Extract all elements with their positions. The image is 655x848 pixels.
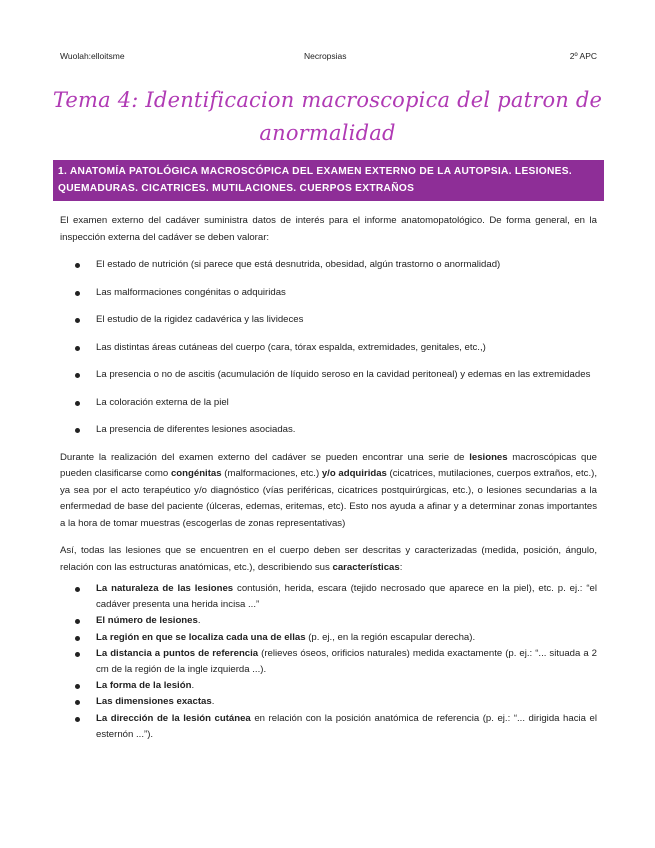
bullet-icon [75,263,80,268]
list-item: La distancia a puntos de referencia (relieves óseos, orificios naturales) medida exactamente (p. ej.: “... situada a 2 cm de la región de la ingle izquierda ...). [60,646,597,678]
list-item: La coloración externa de la piel [60,395,597,412]
lesiones-paragraph: Durante la realización del examen externo del cadáver se pueden encontrar una serie de lesiones macroscópicas que pueden clasificarse como congénitas (malformaciones, etc.) y/o adquiridas (cicatrices, mutilaciones, cuerpos extraños, etc.), ya sea por el acto terapéutico y/o diagnóstico (vías periféricas, cicatrices postquirúrgicas, etc.), o lesiones secundarias a la enfermedad de base del paciente (úlceras, edemas, eritemas, etc). Esto nos ayuda a afinar y a determinar zonas importantes a la hora de tomar muestras (escogerlas de zonas representativas) [60,451,597,529]
list-item: El estado de nutrición (si parece que está desnutrida, obesidad, algún trastorno o anormalidad) [60,257,597,274]
list-item: El número de lesiones. [60,613,597,629]
list-item: La naturaleza de las lesiones contusión, herida, escara (tejido necrosado que aparece en la piel), etc. p. ej.: “el cadáver presenta una herida incisa ...” [60,581,597,613]
caracteristicas-list [60,581,597,743]
list-item: La presencia de diferentes lesiones asociadas. [60,422,597,439]
bullet-icon [75,717,80,722]
header-subject: Necropsias [304,51,347,61]
caracteristicas-paragraph: Así, todas las lesiones que se encuentren en el cuerpo deben ser descritas y caracterizadas (medida, posición, ángulo, relación con las estructuras anatómicas, etc.), describiendo sus características: [60,545,597,573]
list-item: La dirección de la lesión cutánea en relación con la posición anatómica de referencia (p. ej.: “... dirigida hacia el esternón ...”). [60,711,597,743]
list-item: La región en que se localiza cada una de ellas (p. ej., en la región escapular derecha). [60,630,597,646]
title-line-2: anormalidad [259,121,396,145]
document-title [40,84,615,150]
section-heading-line-2: QUEMADURAS. CICATRICES. MUTILACIONES. CUERPOS EXTRAÑOS [58,182,415,194]
bullet-icon [75,700,80,705]
bullet-icon [75,291,80,296]
section-heading [53,160,604,201]
intro-paragraph: El examen externo del cadáver suministra datos de interés para el informe anatomopatológico. De forma general, en la inspección externa del cadáver se deben valorar: [60,215,597,243]
document-body [60,213,597,743]
title-line-1: Tema 4: Identificacion macroscopica del patron de [52,88,603,112]
bullet-icon [75,684,80,689]
bullet-icon [75,587,80,592]
list-item: Las malformaciones congénitas o adquiridas [60,285,597,302]
bullet-icon [75,428,80,433]
bullet-icon [75,346,80,351]
list-item: La presencia o no de ascitis (acumulación de líquido seroso en la cavidad peritoneal) y edemas en las extremidades [60,367,597,384]
header-course: 2º APC [569,51,597,61]
list-item: Las distintas áreas cutáneas del cuerpo (cara, tórax espalda, extremidades, genitales, etc.,) [60,340,597,357]
bullet-icon [75,373,80,378]
list-item: Las dimensiones exactas. [60,694,597,710]
header-author: Wuolah:elloitsme [60,51,125,61]
bullet-icon [75,318,80,323]
page-header [60,51,597,65]
bullet-icon [75,636,80,641]
list-item: La forma de la lesión. [60,678,597,694]
valorar-list [60,257,597,439]
bullet-icon [75,619,80,624]
bullet-icon [75,652,80,657]
list-item: El estudio de la rigidez cadavérica y las livideces [60,312,597,329]
section-heading-line-1: 1. ANATOMÍA PATOLÓGICA MACROSCÓPICA DEL EXAMEN EXTERNO DE LA AUTOPSIA. LESIONES. [58,166,572,177]
bullet-icon [75,401,80,406]
